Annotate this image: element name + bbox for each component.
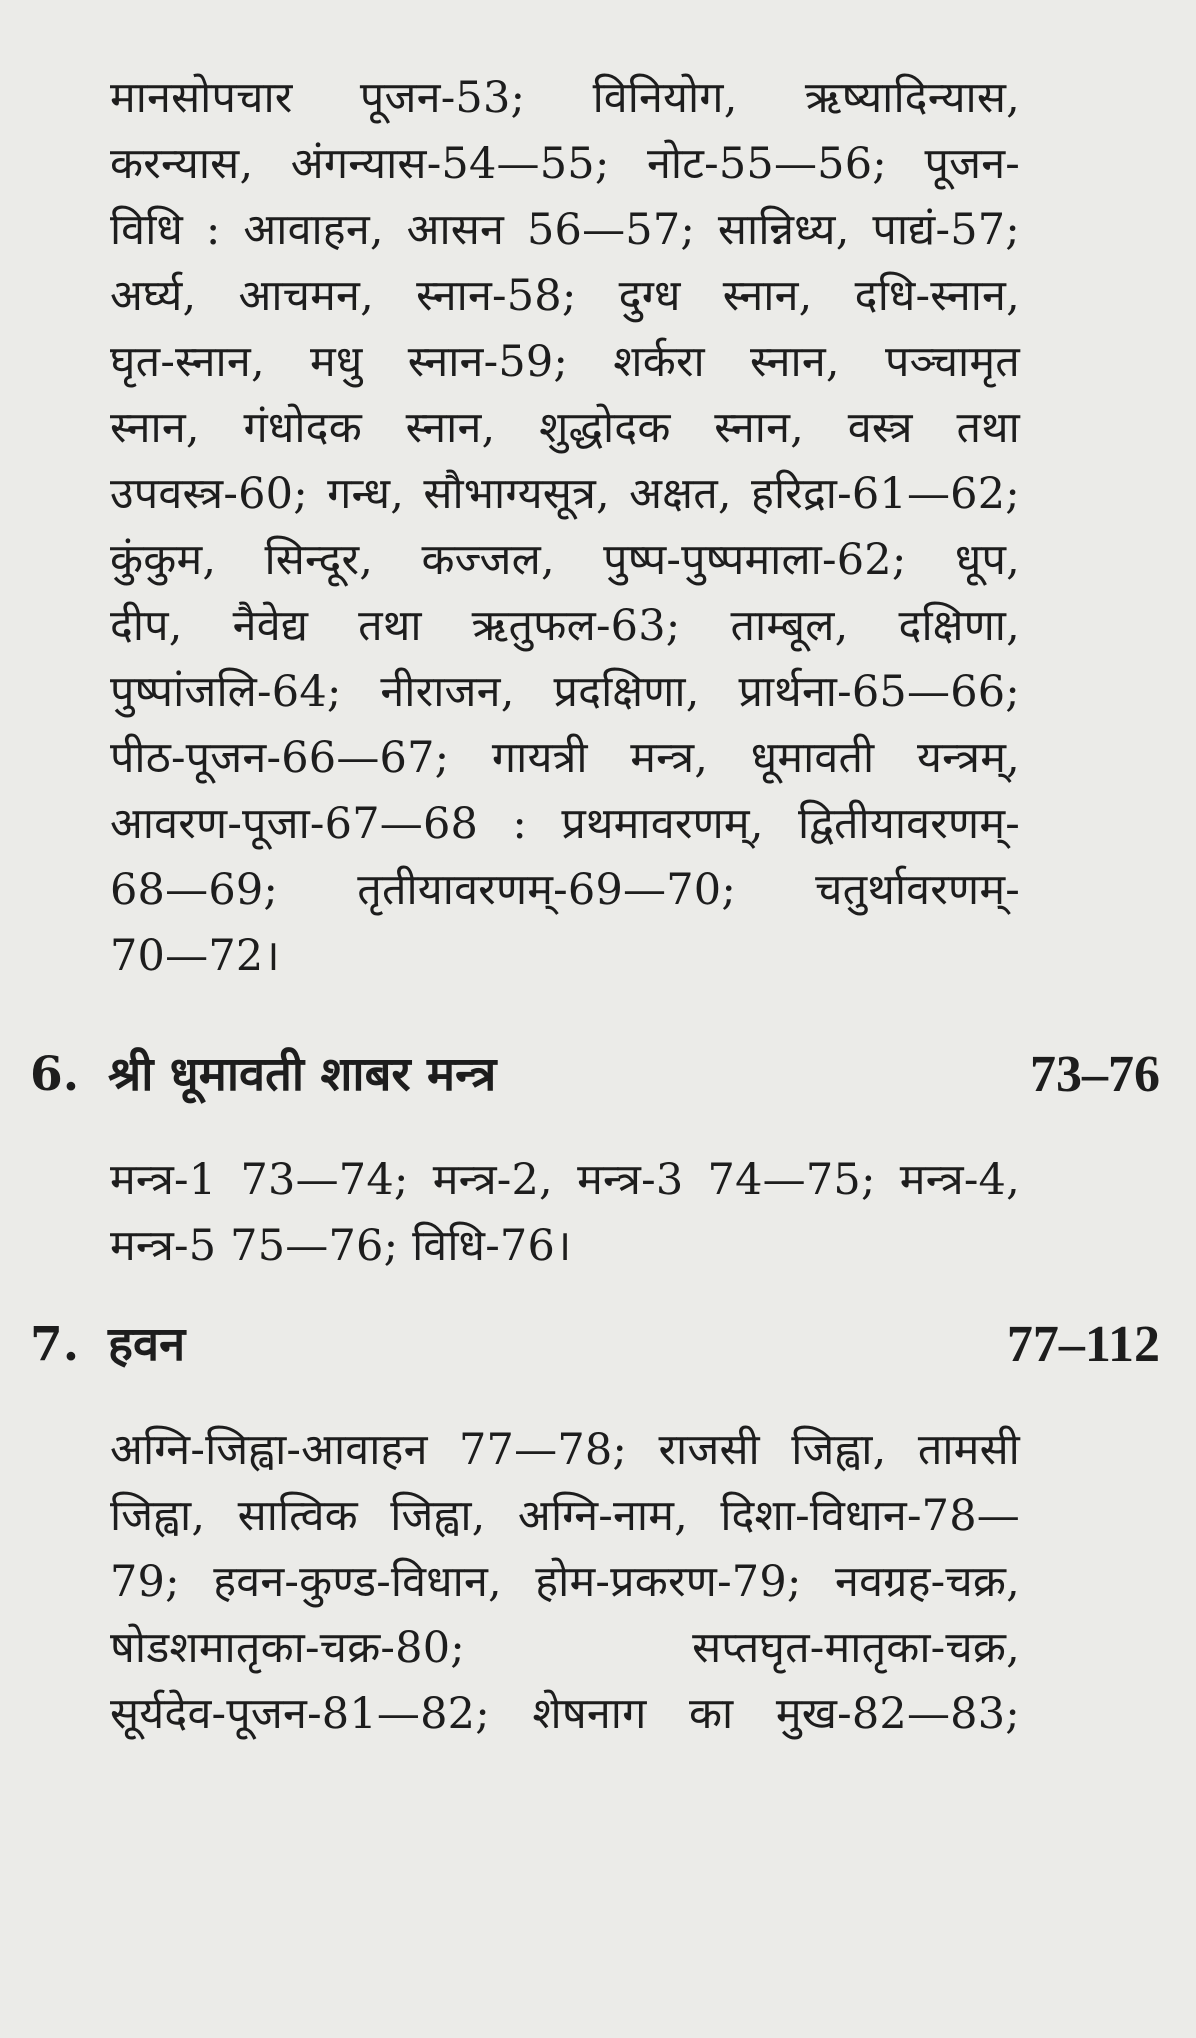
text-line: पुष्पांजलि-64; नीराजन, प्रदक्षिणा, प्रार्थना-65—66; xyxy=(110,667,1020,717)
page-range: 77–112 xyxy=(1006,1316,1160,1373)
text-line: 68—69; तृतीयावरणम्-69—70; चतुर्थावरणम्- xyxy=(110,865,1020,915)
text-line: करन्यास, अंगन्यास-54—55; नोट-55—56; पूजन- xyxy=(110,139,1020,189)
page-range: 73–76 xyxy=(1030,1046,1160,1103)
text-line: 79; हवन-कुण्ड-विधान, होम-प्रकरण-79; नवग्रह-चक्र, xyxy=(110,1557,1020,1607)
text-line: अग्नि-जिह्वा-आवाहन 77—78; राजसी जिह्वा, तामसी xyxy=(110,1425,1020,1475)
section-number: 7. xyxy=(30,1317,80,1372)
section-7-heading xyxy=(30,1310,1160,1380)
text-line: आवरण-पूजा-67—68 : प्रथमावरणम्, द्वितीयावरणम्- xyxy=(110,799,1020,849)
text-line: 70—72। xyxy=(110,931,280,981)
text-line: घृत-स्नान, मधु स्नान-59; शर्करा स्नान, पञ्चामृत xyxy=(110,337,1020,387)
text-line: पीठ-पूजन-66—67; गायत्री मन्त्र, धूमावती यन्त्रम्, xyxy=(110,733,1020,783)
text-line: जिह्वा, सात्विक जिह्वा, अग्नि-नाम, दिशा-विधान-78— xyxy=(110,1491,1020,1541)
text-line: मन्त्र-5 75—76; विधि-76। xyxy=(110,1221,572,1271)
text-line: स्नान, गंधोदक स्नान, शुद्धोदक स्नान, वस्त्र तथा xyxy=(110,403,1020,453)
text-line: उपवस्त्र-60; गन्ध, सौभाग्यसूत्र, अक्षत, हरिद्रा-61—62; xyxy=(110,469,1020,519)
section-number: 6. xyxy=(30,1047,80,1102)
text-line: विधि : आवाहन, आसन 56—57; सान्निध्य, पाद्यं-57; xyxy=(110,205,1020,255)
section-title: श्री धूमावती शाबर मन्त्र xyxy=(108,1047,497,1102)
text-line: दीप, नैवेद्य तथा ऋतुफल-63; ताम्बूल, दक्षिणा, xyxy=(110,601,1020,651)
text-line: सूर्यदेव-पूजन-81—82; शेषनाग का मुख-82—83; xyxy=(110,1689,1020,1739)
text-line: षोडशमातृका-चक्र-80; सप्तघृत-मातृका-चक्र, xyxy=(110,1623,1020,1673)
text-line: मन्त्र-1 73—74; मन्त्र-2, मन्त्र-3 74—75; मन्त्र-4, xyxy=(110,1155,1020,1205)
text-line: मानसोपचार पूजन-53; विनियोग, ऋष्यादिन्यास, xyxy=(110,73,1020,123)
text-line: अर्घ्य, आचमन, स्नान-58; दुग्ध स्नान, दधि-स्नान, xyxy=(110,271,1020,321)
section-6-heading xyxy=(30,1040,1160,1110)
text-line: कुंकुम, सिन्दूर, कज्जल, पुष्प-पुष्पमाला-62; धूप, xyxy=(110,535,1020,585)
section-title: हवन xyxy=(108,1317,186,1372)
